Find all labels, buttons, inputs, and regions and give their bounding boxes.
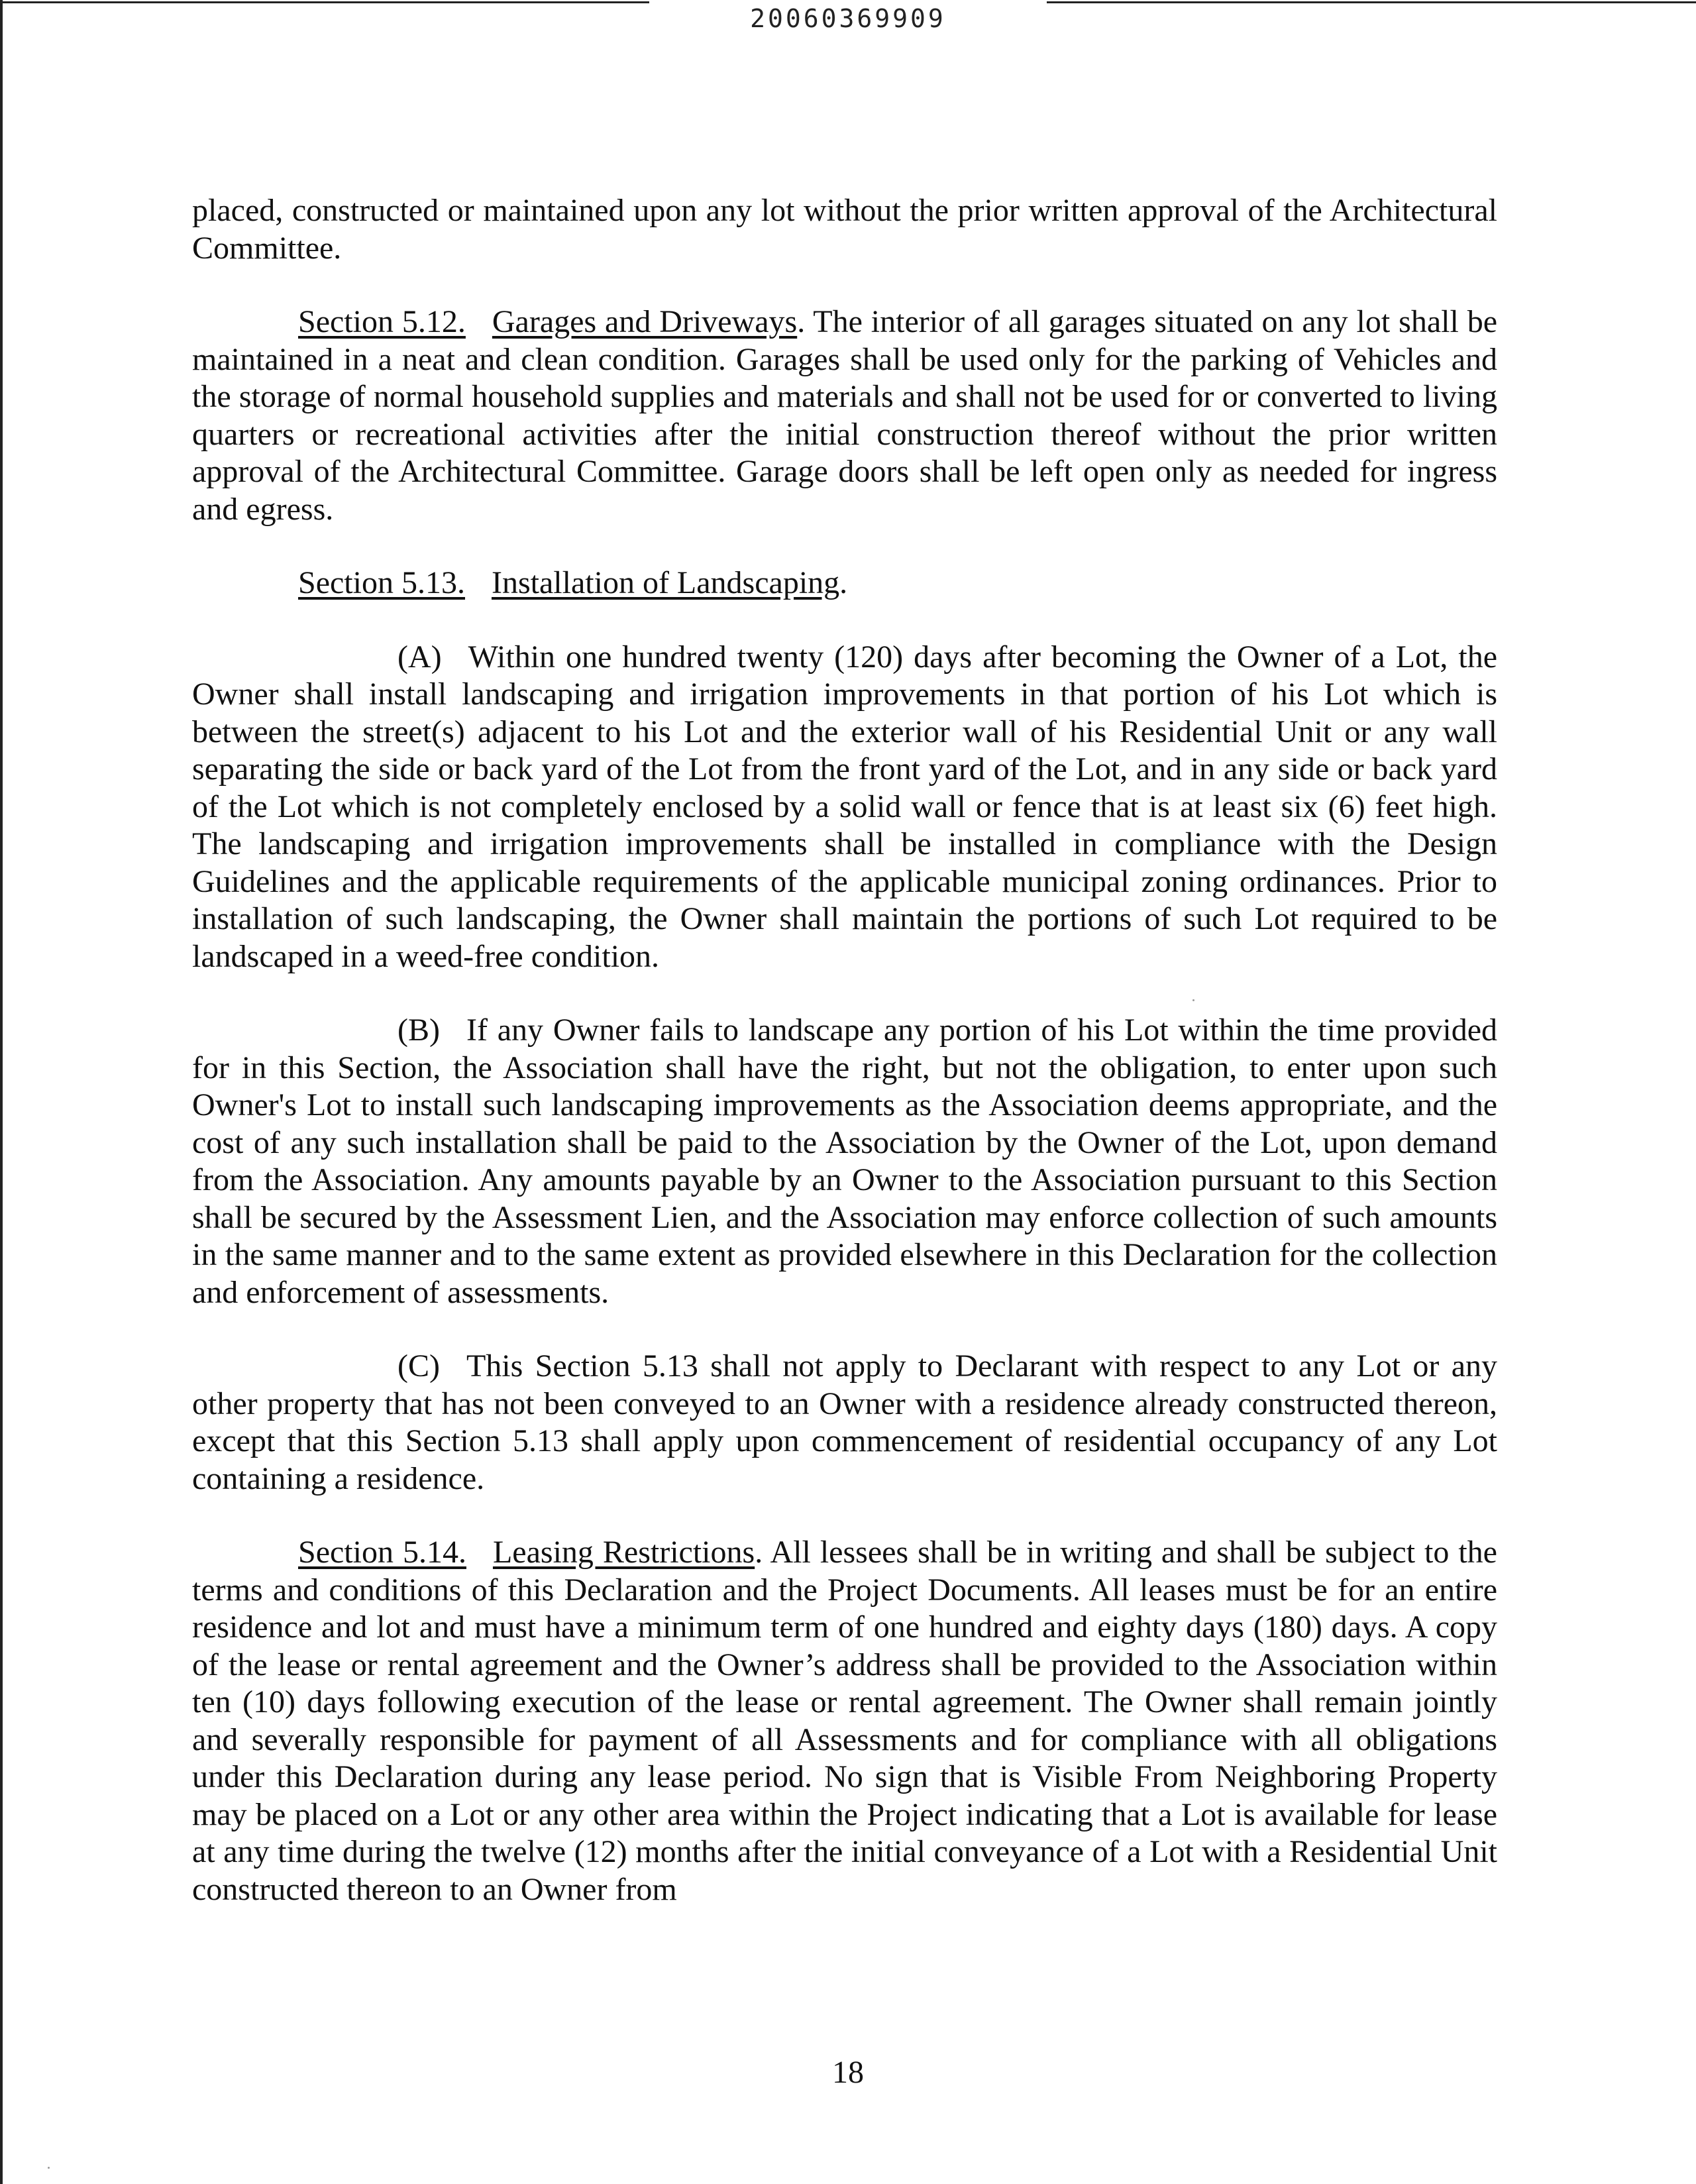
section-5-13-paragraph-a — [192, 639, 1497, 976]
section-5-14-number: Section 5.14. — [298, 1535, 466, 1570]
section-5-13-title-end: . — [839, 565, 848, 600]
paragraph-c-label: (C) — [398, 1348, 440, 1384]
scan-speck — [1192, 999, 1194, 1001]
section-5-13-title: Installation of Landscaping — [491, 565, 840, 600]
continuation-paragraph: placed, constructed or maintained upon any lot without the prior written approval of the Architectural Committee. — [192, 193, 1497, 266]
paragraph-b-text: If any Owner fails to landscape any portion of his Lot within the time provided for in this Section, the Association shall have the right, but not the obligation, to enter upon such Owner's Lot to install such landscaping improvements as the Association deems appropriate, and the cost of any such installation shall be paid to the Association by the Owner of the Lot, upon demand from the Association. Any amounts payable by an Owner to the Association pursuant to this Section shall be secured by the Assessment Lien, and the Association may enforce collection of such amounts in the same manner and to the same extent as provided elsewhere in this Declaration for the collection and enforcement of assessments. — [192, 1012, 1497, 1310]
top-rule-right — [1047, 1, 1696, 3]
section-5-12-number: Section 5.12. — [298, 304, 466, 339]
section-5-13-paragraph-b — [192, 1012, 1497, 1311]
paragraph-a-text: Within one hundred twenty (120) days after becoming the Owner of a Lot, the Owner shall install landscaping and irrigation improvements in that portion of his Lot which is between the street(s) adjacent to his Lot and the exterior wall of his Residential Unit or any wall separating the side or back yard of the Lot from the front yard of the Lot, and in any side or back yard of the Lot which is not completely enclosed by a solid wall or fence that is at least six (6) feet high. The landscaping and irrigation improvements shall be installed in compliance with the Design Guidelines and the applicable requirements of the applicable municipal zoning ordinances. Prior to installation of such landscaping, the Owner shall maintain the portions of such Lot required to be landscaped in a weed-free condition. — [192, 639, 1497, 974]
paragraph-c-text: This Section 5.13 shall not apply to Declarant with respect to any Lot or any other property that has not been conveyed to an Owner with a residence already constructed thereon, except that this Section 5.13 shall apply upon commencement of residential occupancy of any Lot containing a residence. — [192, 1348, 1497, 1496]
page-number: 18 — [832, 2055, 864, 2090]
document-body — [192, 192, 1497, 1945]
section-5-13-number: Section 5.13. — [298, 565, 465, 600]
document-number: 20060369909 — [750, 4, 946, 33]
paragraph-a-label: (A) — [398, 639, 442, 675]
section-5-13-heading — [192, 565, 1497, 602]
section-5-14-title: Leasing Restrictions — [492, 1535, 755, 1570]
section-5-12-title: Garages and Driveways — [492, 304, 798, 339]
section-5-12-text: . The interior of all garages situated on any lot shall be maintained in a neat and clean condition. Garages shall be used only for the parking of Vehicles and the storage of normal household supplies and materials and shall not be used for or converted to living quarters or recreational activities after the initial construction thereof without the prior written approval of the Architectural Committee. Garage doors shall be left open only as needed for ingress and egress. — [192, 304, 1498, 527]
section-5-12 — [192, 303, 1497, 528]
scan-speck — [48, 2167, 50, 2169]
section-5-13-paragraph-c — [192, 1348, 1497, 1498]
section-5-14-text: . All lessees shall be in writing and shall be subject to the terms and conditions of this Declaration and the Project Documents. All leases must be for an entire residence and lot and must have a minimum term of one hundred and eighty days (180) days. A copy of the lease or rental agreement and the Owner’s address shall be provided to the Association within ten (10) days following execution of the lease or rental agreement. The Owner shall remain jointly and severally responsible for payment of all Assessments and for compliance with all obligations under this Declaration during any lease period. No sign that is Visible From Neighboring Property may be placed on a Lot or any other area within the Project indicating that a Lot is available for lease at any time during the twelve (12) months after the initial conveyance of a Lot with a Residential Unit constructed thereon to an Owner from — [192, 1535, 1497, 1907]
scan-left-border — [0, 0, 3, 2184]
paragraph-b-label: (B) — [398, 1012, 440, 1048]
top-rule-left — [0, 1, 649, 3]
section-5-14 — [192, 1534, 1497, 1908]
